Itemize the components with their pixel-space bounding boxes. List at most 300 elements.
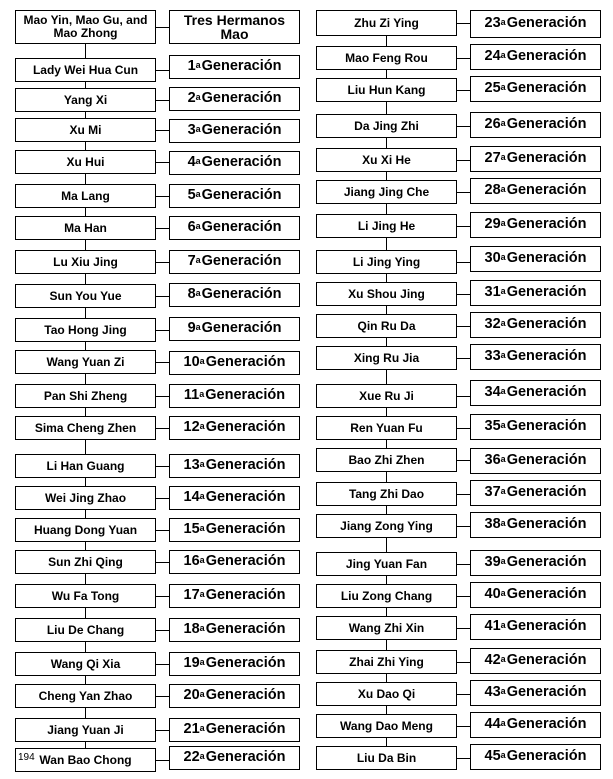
generation-number: 11 [183, 387, 200, 404]
ancestor-name-box [316, 46, 457, 70]
generation-number: 31 [484, 284, 501, 301]
connector-line [156, 130, 169, 131]
generation-number: 45 [484, 748, 501, 765]
generation-ordinal-suffix: a [195, 124, 201, 135]
ancestor-name: Ma Han [64, 220, 107, 235]
generation-word: Generación [205, 687, 286, 704]
connector-line [156, 730, 169, 731]
ancestor-name-box [15, 10, 156, 44]
generation-ordinal-suffix: a [500, 50, 506, 61]
connector-line [457, 226, 470, 227]
generation-word: Generación [201, 90, 282, 107]
generation-ordinal-suffix: a [500, 750, 506, 761]
ancestor-name: Xu Mi [69, 122, 102, 137]
generation-number: 16 [183, 553, 200, 570]
ancestor-name: Xu Dao Qi [357, 686, 416, 701]
ancestor-name: Jiang Zong Ying [340, 518, 433, 533]
ancestor-name-box [316, 180, 457, 204]
generation-number: 34 [484, 384, 501, 401]
generation-box [169, 151, 300, 175]
generation-box [169, 618, 300, 642]
generation-box [169, 550, 300, 574]
generation-number: 12 [183, 419, 200, 436]
generation-box [470, 44, 601, 70]
ancestor-name-box [316, 114, 457, 138]
generation-ordinal-suffix: a [199, 623, 205, 634]
generation-number: 19 [183, 655, 200, 672]
generation-number: 22 [183, 749, 200, 766]
ancestor-name: Jiang Jing Che [343, 184, 430, 199]
generation-ordinal-suffix: a [195, 221, 201, 232]
generation-number: 23 [484, 15, 501, 32]
ancestor-name-box [316, 148, 457, 172]
generation-number: 33 [484, 348, 501, 365]
connector-line [156, 760, 169, 761]
ancestor-name: Zhai Zhi Ying [349, 654, 424, 669]
generation-ordinal-suffix: a [199, 356, 205, 367]
generation-box [470, 344, 601, 370]
ancestor-name-box [15, 718, 156, 742]
generation-word: Generación [201, 58, 282, 75]
generation-number: 21 [183, 721, 200, 738]
ancestor-name-box [15, 284, 156, 308]
generation-word: Generación [506, 748, 587, 765]
generation-number: 13 [183, 457, 200, 474]
generation-ordinal-suffix: a [500, 152, 506, 163]
generation-box [470, 76, 601, 102]
connector-line [156, 27, 169, 28]
ancestor-name-box [15, 652, 156, 676]
ancestor-name-box [15, 184, 156, 208]
connector-line [156, 362, 169, 363]
connector-line [156, 396, 169, 397]
generation-box [470, 648, 601, 674]
ancestor-name: Lady Wei Hua Cun [32, 62, 139, 77]
generation-ordinal-suffix: a [195, 156, 201, 167]
connector-line [457, 294, 470, 295]
generation-ordinal-suffix: a [500, 82, 506, 93]
connector-line [156, 696, 169, 697]
generation-number: 42 [484, 652, 501, 669]
ancestor-name-box [15, 318, 156, 342]
generation-word: Generación [205, 521, 286, 538]
generation-ordinal-suffix: a [500, 588, 506, 599]
ancestor-name-box [15, 250, 156, 274]
generation-number: 15 [183, 521, 200, 538]
generation-number: 29 [484, 216, 501, 233]
generation-ordinal-suffix: a [500, 184, 506, 195]
generation-word: Generación [201, 253, 282, 270]
generation-number: 3 [187, 122, 196, 139]
connector-line [457, 396, 470, 397]
ancestor-name: Ma Lang [61, 188, 110, 203]
generation-ordinal-suffix: a [500, 654, 506, 665]
page-number: 194 [18, 752, 35, 763]
generation-box [470, 414, 601, 440]
ancestor-name-box [15, 618, 156, 642]
ancestor-name: Wei Jing Zhao [44, 490, 127, 505]
generation-ordinal-suffix: a [199, 459, 205, 470]
generation-ordinal-suffix: a [199, 389, 205, 400]
generation-box [169, 216, 300, 240]
generation-ordinal-suffix: a [500, 454, 506, 465]
generation-number: 14 [183, 489, 200, 506]
generation-box [470, 448, 601, 474]
ancestor-name: Xu Shou Jing [348, 286, 425, 301]
generation-number: 4 [187, 154, 196, 171]
ancestor-name-box [15, 584, 156, 608]
generation-box [470, 512, 601, 538]
generation-box [169, 317, 300, 341]
connector-line [457, 526, 470, 527]
generation-ordinal-suffix: a [500, 118, 506, 129]
ancestor-name-box [15, 350, 156, 374]
connector-line [156, 100, 169, 101]
generation-ordinal-suffix: a [500, 17, 506, 28]
generation-box [169, 518, 300, 542]
generation-word: Generación [205, 721, 286, 738]
generation-ordinal-suffix: a [199, 555, 205, 566]
generation-word: Generación [506, 652, 587, 669]
generation-word: Generación [506, 554, 587, 571]
generation-box [169, 87, 300, 111]
ancestor-name: Wu Fa Tong [51, 588, 120, 603]
generation-box [470, 480, 601, 506]
generation-box [470, 614, 601, 640]
ancestor-name: Huang Dong Yuan [33, 522, 138, 537]
generation-number: 2 [187, 90, 196, 107]
generation-ordinal-suffix: a [500, 718, 506, 729]
connector-line [156, 630, 169, 631]
ancestor-name: Sun Zhi Qing [48, 554, 123, 569]
generation-number: 38 [484, 516, 501, 533]
ancestor-name: Xu Xi He [362, 152, 411, 167]
connector-line [156, 428, 169, 429]
generation-word: Generación [205, 655, 286, 672]
ancestor-name-box [316, 482, 457, 506]
connector-line [457, 494, 470, 495]
ancestor-name: Cheng Yan Zhao [38, 688, 133, 703]
ancestor-name: Wang Dao Meng [340, 718, 433, 733]
ancestor-name-box [316, 10, 457, 36]
ancestor-name-box [15, 486, 156, 510]
generation-number: 10 [183, 354, 200, 371]
generation-word: Generación [205, 457, 286, 474]
generation-label: Tres Hermanos Mao [183, 12, 286, 42]
ancestor-name: Bao Zhi Zhen [348, 452, 425, 467]
ancestor-name-box [15, 454, 156, 478]
ancestor-name: Mao Feng Rou [345, 50, 428, 65]
generation-number: 17 [183, 587, 200, 604]
generation-number: 39 [484, 554, 501, 571]
ancestor-name-box [316, 250, 457, 274]
generation-ordinal-suffix: a [195, 189, 201, 200]
connector-line [156, 296, 169, 297]
generation-word: Generación [506, 418, 587, 435]
generation-box [169, 119, 300, 143]
generation-word: Generación [506, 48, 587, 65]
generation-box [169, 652, 300, 676]
generation-word: Generación [506, 250, 587, 267]
generation-ordinal-suffix: a [500, 556, 506, 567]
connector-line [156, 70, 169, 71]
generation-word: Generación [506, 618, 587, 635]
ancestor-name-box [15, 58, 156, 82]
ancestor-name: Da Jing Zhi [354, 118, 419, 133]
ancestor-name: Xing Ru Jia [353, 350, 420, 365]
generation-word: Generación [506, 80, 587, 97]
ancestor-name-box [316, 78, 457, 102]
ancestor-name: Sun You Yue [49, 288, 122, 303]
generation-box [169, 454, 300, 478]
generation-word: Generación [205, 419, 286, 436]
generation-word: Generación [506, 716, 587, 733]
connector-line [457, 596, 470, 597]
generation-word: Generación [205, 553, 286, 570]
ancestor-name-box [316, 514, 457, 538]
generation-ordinal-suffix: a [500, 486, 506, 497]
generation-ordinal-suffix: a [500, 620, 506, 631]
generation-number: 6 [187, 219, 196, 236]
ancestor-name: Liu Hun Kang [347, 82, 426, 97]
generation-box [169, 684, 300, 708]
connector-line [457, 160, 470, 161]
generation-number: 40 [484, 586, 501, 603]
generation-box [470, 380, 601, 406]
connector-line [156, 530, 169, 531]
ancestor-name: Mao Yin, Mao Gu, and Mao Zhong [23, 13, 148, 40]
generation-word: Generación [506, 516, 587, 533]
generation-box [169, 746, 300, 770]
ancestor-name: Liu Da Bin [356, 750, 417, 765]
ancestor-name: Li Jing Ying [352, 254, 421, 269]
generation-ordinal-suffix: a [500, 686, 506, 697]
connector-line [457, 628, 470, 629]
generation-box [169, 584, 300, 608]
generation-ordinal-suffix: a [199, 689, 205, 700]
connector-line [457, 460, 470, 461]
generation-word: Generación [506, 150, 587, 167]
ancestor-name-box [15, 118, 156, 142]
ancestor-name-box [316, 214, 457, 238]
ancestor-name: Wan Bao Chong [39, 752, 132, 767]
ancestor-name: Li Jing He [357, 218, 416, 233]
generation-word: Generación [506, 452, 587, 469]
ancestor-name: Yang Xi [63, 92, 108, 107]
generation-number: 41 [484, 618, 501, 635]
connector-line [457, 726, 470, 727]
connector-line [457, 23, 470, 24]
generation-ordinal-suffix: a [500, 420, 506, 431]
generation-box [470, 582, 601, 608]
connector-line [156, 228, 169, 229]
ancestor-name-box [316, 714, 457, 738]
ancestor-name: Tang Zhi Dao [348, 486, 425, 501]
generation-number: 32 [484, 316, 501, 333]
generation-ordinal-suffix: a [500, 386, 506, 397]
ancestor-name: Zhu Zi Ying [354, 15, 419, 30]
generation-number: 20 [183, 687, 200, 704]
ancestor-name-box [15, 748, 156, 772]
generation-ordinal-suffix: a [199, 657, 205, 668]
ancestor-name-box [316, 616, 457, 640]
generation-box [470, 712, 601, 738]
generation-word: Generación [506, 15, 587, 32]
generation-box [470, 246, 601, 272]
generation-box [169, 250, 300, 274]
generation-box [470, 280, 601, 306]
generation-word: Generación [205, 587, 286, 604]
generation-word: Generación [205, 354, 286, 371]
ancestor-name: Qin Ru Da [357, 318, 416, 333]
connector-line [457, 564, 470, 565]
generation-ordinal-suffix: a [199, 751, 205, 762]
generation-box [169, 10, 300, 44]
ancestor-name-box [316, 384, 457, 408]
ancestor-name: Pan Shi Zheng [43, 388, 128, 403]
ancestor-name-box [316, 314, 457, 338]
ancestor-name-box [15, 416, 156, 440]
generation-word: Generación [201, 320, 282, 337]
generation-ordinal-suffix: a [195, 60, 201, 71]
generation-number: 5 [187, 187, 196, 204]
ancestor-name: Liu De Chang [46, 622, 125, 637]
generation-word: Generación [506, 216, 587, 233]
connector-line [457, 358, 470, 359]
generation-word: Generación [205, 387, 286, 404]
generation-ordinal-suffix: a [199, 589, 205, 600]
generation-word: Generación [201, 122, 282, 139]
generation-ordinal-suffix: a [500, 350, 506, 361]
generation-number: 9 [187, 320, 196, 337]
ancestor-name-box [316, 448, 457, 472]
connector-line [156, 196, 169, 197]
connector-line [457, 428, 470, 429]
connector-line [457, 192, 470, 193]
generation-number: 37 [484, 484, 501, 501]
ancestor-name: Lu Xiu Jing [53, 254, 118, 269]
generation-box [470, 312, 601, 338]
generation-word: Generación [205, 621, 286, 638]
connector-line [457, 126, 470, 127]
generation-box [470, 178, 601, 204]
ancestor-name: Wang Zhi Xin [348, 620, 425, 635]
connector-line [156, 330, 169, 331]
generation-number: 26 [484, 116, 501, 133]
generation-ordinal-suffix: a [195, 255, 201, 266]
connector-line [457, 662, 470, 663]
ancestor-name-box [316, 346, 457, 370]
generation-word: Generación [506, 348, 587, 365]
generation-word: Generación [201, 187, 282, 204]
generation-box [169, 283, 300, 307]
generation-ordinal-suffix: a [500, 252, 506, 263]
generation-number: 1 [187, 58, 196, 75]
generation-word: Generación [205, 749, 286, 766]
generation-number: 35 [484, 418, 501, 435]
generation-ordinal-suffix: a [195, 92, 201, 103]
generation-box [169, 55, 300, 79]
ancestor-name-box [15, 518, 156, 542]
generation-ordinal-suffix: a [199, 421, 205, 432]
connector-line [156, 498, 169, 499]
ancestor-name: Liu Zong Chang [340, 588, 433, 603]
generation-number: 18 [183, 621, 200, 638]
generation-number: 36 [484, 452, 501, 469]
ancestor-name-box [15, 684, 156, 708]
connector-line [457, 694, 470, 695]
ancestor-name: Xu Hui [66, 154, 105, 169]
ancestor-name: Wang Yuan Zi [46, 354, 125, 369]
connector-line [156, 664, 169, 665]
generation-box [470, 680, 601, 706]
generation-box [470, 744, 601, 770]
generation-number: 24 [484, 48, 501, 65]
ancestor-name-box [316, 552, 457, 576]
generation-ordinal-suffix: a [199, 523, 205, 534]
generation-word: Generación [201, 219, 282, 236]
generation-number: 28 [484, 182, 501, 199]
generation-number: 8 [187, 286, 196, 303]
generation-box [470, 10, 601, 38]
generation-box [470, 146, 601, 172]
generation-word: Generación [506, 484, 587, 501]
generation-box [169, 416, 300, 440]
connector-line [156, 162, 169, 163]
generation-box [470, 112, 601, 138]
ancestor-name-box [15, 150, 156, 174]
generation-ordinal-suffix: a [195, 288, 201, 299]
ancestor-name-box [15, 384, 156, 408]
generation-word: Generación [506, 284, 587, 301]
connector-line [156, 262, 169, 263]
ancestor-name-box [316, 746, 457, 770]
connector-line [457, 326, 470, 327]
generation-word: Generación [506, 384, 587, 401]
ancestor-name: Jiang Yuan Ji [47, 722, 124, 737]
generation-box [169, 486, 300, 510]
generation-word: Generación [201, 286, 282, 303]
generation-number: 25 [484, 80, 501, 97]
connector-line [457, 758, 470, 759]
generation-box [470, 212, 601, 238]
generation-ordinal-suffix: a [199, 723, 205, 734]
ancestor-name-box [316, 650, 457, 674]
generation-ordinal-suffix: a [500, 318, 506, 329]
ancestor-name: Wang Qi Xia [50, 656, 121, 671]
ancestor-name: Li Han Guang [46, 458, 125, 473]
ancestor-name: Sima Cheng Zhen [34, 420, 137, 435]
ancestor-name: Tao Hong Jing [44, 322, 127, 337]
generation-ordinal-suffix: a [500, 286, 506, 297]
generation-number: 7 [187, 253, 196, 270]
generation-ordinal-suffix: a [195, 322, 201, 333]
generation-word: Generación [506, 586, 587, 603]
generation-word: Generación [205, 489, 286, 506]
generation-box [169, 384, 300, 408]
ancestor-name-box [15, 216, 156, 240]
generation-box [169, 718, 300, 742]
connector-line [156, 596, 169, 597]
generation-word: Generación [201, 154, 282, 171]
generation-ordinal-suffix: a [199, 491, 205, 502]
connector-line [156, 562, 169, 563]
connector-line [156, 466, 169, 467]
generation-number: 43 [484, 684, 501, 701]
generation-ordinal-suffix: a [500, 518, 506, 529]
generation-word: Generación [506, 684, 587, 701]
generation-number: 30 [484, 250, 501, 267]
